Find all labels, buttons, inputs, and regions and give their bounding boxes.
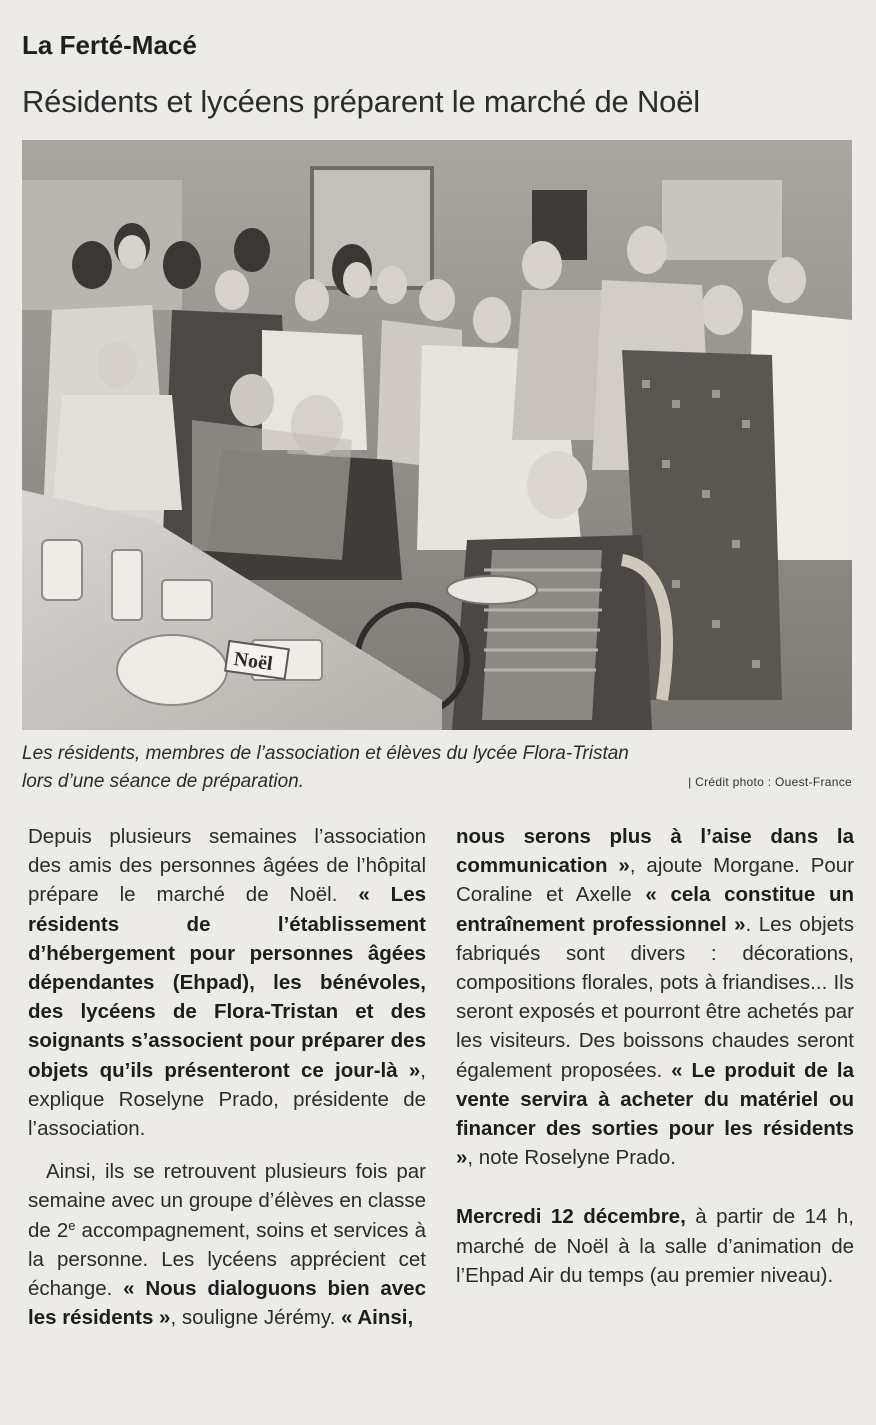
p2-quote-roselyne: « Le produit de la vente servira à acheter du matériel ou financer des sorties pour les résidents » [456,1058,855,1170]
group-photo [22,140,852,730]
article-column-left [28,822,426,1332]
location-kicker: La Ferté-Macé [22,30,197,60]
photo-credit: | Crédit photo : Ouest-France [688,775,852,789]
p2-quote-morgane-end: nous serons plus à l’aise dans la communication » [456,825,854,878]
p2-quote-morgane-start: « Ainsi, [340,1306,414,1330]
paragraph-2-start [28,1157,426,1332]
p1-attribution: , explique Roselyne Prado, présidente de l’association. [28,1058,426,1141]
paragraph-3-event [456,1202,854,1290]
group-photo-illustration [22,140,852,730]
p2-attribution-roselyne: , note Roselyne Prado. [467,1146,676,1170]
caption-line-1: Les résidents, membres de l’association et élèves du lycée Flora-Tristan [22,743,629,764]
noel-sign-text: Noël [232,647,274,676]
p2-attribution-jeremy: , souligne Jérémy. [170,1306,341,1330]
event-details: à partir de 14 h, marché de Noël à la salle d’animation de l’Ehpad Air du temps (au premier niveau). [456,1205,854,1287]
p2-quote-jeremy: « Nous dialoguons bien avec les résidents » [28,1277,426,1330]
p2-text: accompagnement, soins et services à la personne. Les lycéens apprécient cet échange. [28,1218,426,1301]
paragraph-2-continued [456,822,854,1172]
p1-intro: Depuis plusieurs semaines l’association des amis des personnes âgées de l’hôpital prépare le marché de Noël. [28,825,426,907]
article-headline: Résidents et lycéens préparent le marché de Noël [22,84,700,119]
article-column-right [456,822,854,1290]
event-date: Mercredi 12 décembre, [456,1205,686,1229]
p2-attribution-morgane: , ajoute Morgane. Pour Coraline et Axelle [456,854,855,907]
p2-superscript: e [68,1217,76,1233]
paragraph-1 [28,822,426,1143]
p2-intro: Ainsi, ils se retrouvent plusieurs fois par semaine avec un groupe d’élèves en classe de 2 [28,1160,426,1242]
caption-line-2: lors d’une séance de préparation. [22,771,305,792]
p1-quote: « Les résidents de l’établissement d’hébergement pour personnes âgées dépendantes (Ehpad), les bénévoles, des lycéens de Flora-Tristan et des soignants s’associent pour préparer des objets qu’ils présenteront ce jour-là » [28,883,427,1082]
p2-objects-text: . Les objets fabriqués sont divers : décorations, compositions florales, pots à friandises... Ils seront exposés et pourront être achetés par les visiteurs. Des boissons chaudes seront également proposées. [456,912,854,1082]
p2-quote-coraline: « cela constitue un entraînement professionnel » [456,883,854,936]
